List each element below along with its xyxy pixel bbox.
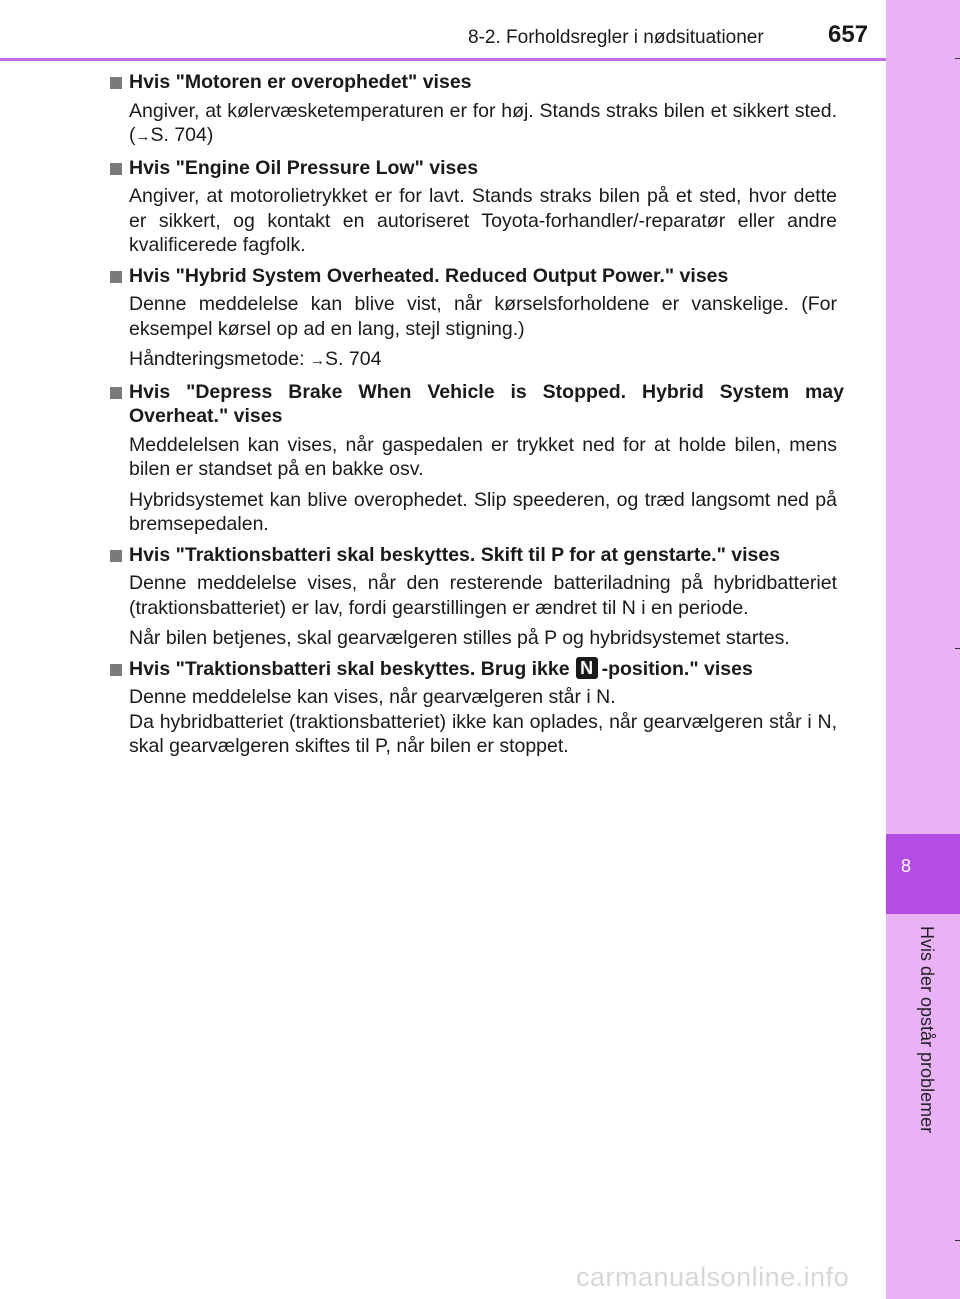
crop-mark xyxy=(955,648,960,649)
arrow-right-icon: → xyxy=(310,352,326,369)
paragraph: Hybridsystemet kan blive overophedet. Slip speederen, og træd langsomt ned på bremsepedalen. xyxy=(129,488,837,535)
section-heading: Hvis "Traktionsbatteri skal beskyttes. Skift til P for at genstarte." vises xyxy=(110,543,844,568)
paragraph: Angiver, at kølervæsketemperaturen er for høj. Stands straks bilen et sikkert sted. (→S. 704) xyxy=(129,99,837,146)
section-hybrid-overheated xyxy=(110,264,844,374)
paragraph: Denne meddelelse kan vises, når gearvælgeren står i N. xyxy=(129,686,616,708)
page-reference-link[interactable]: S. 704) xyxy=(150,124,214,146)
section-depress-brake xyxy=(110,380,844,537)
square-bullet-icon xyxy=(110,550,122,562)
square-bullet-icon xyxy=(110,77,122,89)
page-number: 657 xyxy=(828,21,869,48)
section-heading: Hvis "Depress Brake When Vehicle is Stopped. Hybrid System may Overheat." vises xyxy=(110,380,844,429)
section-title: 8-2. Forholdsregler i nødsituationer xyxy=(468,27,764,48)
paragraph: Når bilen betjenes, skal gearvælgeren stilles på P og hybridsystemet startes. xyxy=(129,627,790,649)
paragraph: Denne meddelelse vises, når den resterende batteriladning på hybridbatteriet (traktionsbatteriet) er lav, fordi gearstillingen er ændret til N i en periode. xyxy=(129,572,837,619)
page-content xyxy=(110,70,844,765)
section-traction-battery-n xyxy=(110,657,844,759)
section-heading: Hvis "Motoren er overophedet" vises xyxy=(110,70,844,95)
square-bullet-icon xyxy=(110,163,122,175)
section-oil-pressure xyxy=(110,156,844,258)
section-engine-overheated xyxy=(110,70,844,150)
header-divider xyxy=(0,58,886,61)
chapter-number: 8 xyxy=(900,856,911,876)
paragraph: Håndteringsmetode: →S. 704 xyxy=(129,348,382,370)
page-reference-link[interactable]: S. 704 xyxy=(325,348,382,370)
section-heading: Hvis "Traktionsbatteri skal beskyttes. Brug ikke N -position." vises xyxy=(110,657,844,682)
square-bullet-icon xyxy=(110,664,122,676)
crop-mark xyxy=(955,1240,960,1241)
square-bullet-icon xyxy=(110,387,122,399)
section-heading: Hvis "Engine Oil Pressure Low" vises xyxy=(110,156,844,181)
paragraph: Da hybridbatteriet (traktionsbatteriet) ikke kan oplades, når gearvælgeren står i N, skal gearvælgeren skiftes til P, når bilen er stoppet. xyxy=(129,710,837,757)
paragraph: Denne meddelelse kan blive vist, når kørselsforholdene er vanskelige. (For eksempel kørsel op ad en lang, stejl stigning.) xyxy=(129,293,837,340)
paragraph: Angiver, at motorolietrykket er for lavt. Stands straks bilen på et sted, hvor dette er sikkert, og kontakt en autoriseret Toyota-forhandler/-reparatør eller andre kvalificerede fagfolk. xyxy=(129,185,837,256)
gear-n-icon: N xyxy=(576,657,598,679)
arrow-right-icon: → xyxy=(135,128,151,145)
paragraph: Meddelelsen kan vises, når gaspedalen er trykket ned for at holde bilen, mens bilen er standset på en bakke osv. xyxy=(129,433,837,480)
section-traction-battery-p xyxy=(110,543,844,651)
watermark: carmanualsonline.info xyxy=(576,1262,850,1292)
crop-mark xyxy=(955,58,960,59)
section-heading: Hvis "Hybrid System Overheated. Reduced Output Power." vises xyxy=(110,264,844,289)
chapter-title: Hvis der opstår problemer xyxy=(917,926,937,1134)
square-bullet-icon xyxy=(110,271,122,283)
